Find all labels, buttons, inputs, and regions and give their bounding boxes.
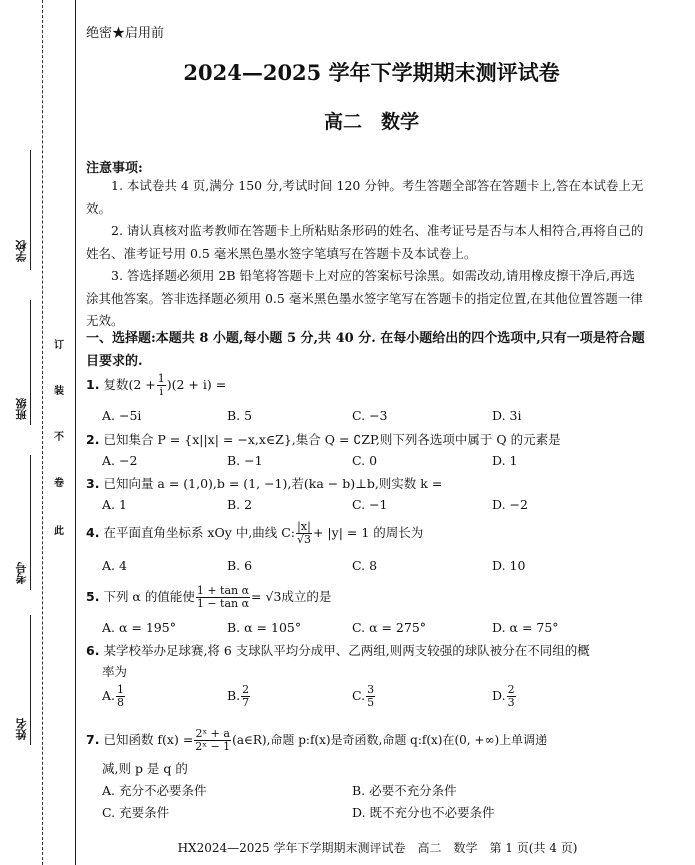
option-a[interactable]: A. 4 bbox=[102, 558, 127, 573]
question-text-continued: 减,则 p 是 q 的 bbox=[102, 761, 188, 776]
seal-char: 不 bbox=[54, 432, 64, 443]
fraction: $\frac{|x|}{√3}$ bbox=[296, 520, 311, 546]
option-c[interactable]: C. 充要条件 bbox=[102, 805, 170, 820]
option-a[interactable]: A. 充分不必要条件 bbox=[102, 783, 207, 798]
question-number: 2. bbox=[86, 432, 100, 447]
option-b[interactable]: B. −1 bbox=[227, 453, 263, 468]
name-label: 姓名 bbox=[15, 718, 28, 740]
option-d[interactable]: D. $\frac{2}{3}$ bbox=[492, 683, 515, 709]
option-b[interactable]: B. $\frac{2}{7}$ bbox=[227, 683, 250, 709]
fraction: $\frac{\text{2ˣ + a}}{\text{2ˣ − 1}}$ bbox=[195, 727, 231, 753]
option-d[interactable]: D. 1 bbox=[492, 453, 518, 468]
confidential-mark: 绝密★启用前 bbox=[86, 26, 165, 41]
question-text: 复数(2 + bbox=[103, 377, 156, 392]
question-5 bbox=[86, 585, 331, 610]
note-item: 2. 请认真核对监考教师在答题卡上所粘贴条形码的姓名、准考证号是否与本人相符合,再将自己的姓名、准考证号用 0.5 毫米黑色墨水签字笔填写在答题卡及本试卷上。 bbox=[86, 223, 644, 261]
question-text: + |y| = 1 的周长为 bbox=[312, 525, 424, 540]
seal-char: 装 bbox=[54, 386, 64, 397]
question-number: 1. bbox=[86, 377, 100, 392]
question-4 bbox=[86, 521, 423, 546]
question-text: 在平面直角坐标系 xOy 中,曲线 C: bbox=[103, 525, 295, 540]
question-text: )(2 + i) = bbox=[166, 377, 227, 392]
school-field[interactable] bbox=[30, 150, 32, 270]
question-text: 已知函数 f(x) = bbox=[103, 732, 194, 747]
seal-char: 订 bbox=[54, 340, 64, 351]
question-number: 7. bbox=[86, 732, 100, 747]
question-text: = √3成立的是 bbox=[251, 589, 332, 604]
notes-list bbox=[86, 175, 646, 333]
question-number: 5. bbox=[86, 589, 100, 604]
option-b[interactable]: B. 2 bbox=[227, 497, 253, 512]
option-d[interactable]: D. 3i bbox=[492, 408, 522, 423]
seal-char: 此 bbox=[54, 526, 64, 537]
question-number: 4. bbox=[86, 525, 100, 540]
option-c[interactable]: C. $\frac{3}{5}$ bbox=[352, 683, 375, 709]
class-label: 班级 bbox=[15, 398, 28, 420]
seal-char: 卷 bbox=[54, 478, 64, 489]
name-field[interactable] bbox=[30, 615, 32, 745]
option-d[interactable]: D. 既不充分也不必要条件 bbox=[352, 805, 495, 820]
option-d[interactable]: D. −2 bbox=[492, 497, 528, 512]
exam-number-label: 考号 bbox=[15, 562, 28, 584]
option-b[interactable]: B. 5 bbox=[227, 408, 253, 423]
option-c[interactable]: C. α = 275° bbox=[352, 620, 427, 635]
school-label: 学校 bbox=[15, 240, 28, 262]
question-1 bbox=[86, 373, 226, 398]
option-a[interactable]: A. α = 195° bbox=[102, 620, 176, 635]
question-number: 6. bbox=[86, 643, 100, 658]
question-6 bbox=[86, 641, 590, 659]
option-a[interactable]: A. −5i bbox=[102, 408, 142, 423]
option-d[interactable]: D. 10 bbox=[492, 558, 526, 573]
question-number: 3. bbox=[86, 476, 100, 491]
option-c[interactable]: C. −3 bbox=[352, 408, 388, 423]
question-text: 已知集合 P = {x||x| = −x,x∈Z},集合 Q = ∁ZP,则下列各选项中属于 Q 的元素是 bbox=[103, 432, 561, 447]
note-item: 3. 答选择题必须用 2B 铅笔将答题卡上对应的答案标号涂黑。如需改动,请用橡皮擦干净后,再选涂其他答案。答非选择题必须用 0.5 毫米黑色墨水签字笔写在答题卡的指定位置,在其他位置答题一律无效。 bbox=[86, 268, 643, 328]
section-heading: 一、选择题:本题共 8 小题,每小题 5 分,共 40 分. 在每小题给出的四个选项中,只有一项是符合题目要求的. bbox=[86, 331, 645, 369]
option-a[interactable]: A. −2 bbox=[102, 453, 138, 468]
class-field[interactable] bbox=[30, 300, 32, 425]
note-item: 1. 本试卷共 4 页,满分 150 分,考试时间 120 分钟。考生答题全部答在答题卡上,答在本试卷上无效。 bbox=[86, 178, 644, 216]
question-text: 下列 α 的值能使 bbox=[103, 589, 195, 604]
option-d[interactable]: D. α = 75° bbox=[492, 620, 559, 635]
option-b[interactable]: B. 6 bbox=[227, 558, 253, 573]
option-c[interactable]: C. 0 bbox=[352, 453, 378, 468]
option-c[interactable]: C. 8 bbox=[352, 558, 378, 573]
page-footer: HX2024—2025 学年下学期期末测评试卷 高二 数学 第 1 页(共 4 页) bbox=[177, 841, 578, 855]
subject-title: 高二 数学 bbox=[323, 111, 419, 133]
fraction: $\frac{1}{i}$ bbox=[157, 372, 165, 398]
question-text: 已知向量 a = (1,0),b = (1, −1),若(ka − b)⊥b,则实数 k = bbox=[103, 476, 443, 491]
question-7 bbox=[86, 728, 547, 753]
question-text: 某学校举办足球赛,将 6 支球队平均分成甲、乙两组,则两支较强的球队被分在不同组的概 bbox=[103, 643, 590, 658]
fraction: $\frac{\text{1 + tan α}}{\text{1 − tan α}}$ bbox=[196, 584, 250, 610]
exam-number-field[interactable] bbox=[30, 455, 32, 590]
question-text: (a∈R),命题 p:f(x)是奇函数,命题 q:f(x)在(0, +∞)上单调递 bbox=[232, 733, 548, 747]
option-a[interactable]: A. $\frac{1}{8}$ bbox=[102, 683, 125, 709]
question-3 bbox=[86, 474, 442, 492]
exam-title: 2024—2025 学年下学期期末测评试卷 bbox=[183, 60, 560, 85]
option-c[interactable]: C. −1 bbox=[352, 497, 388, 512]
question-text-continued: 率为 bbox=[102, 664, 128, 679]
notes-title: 注意事项: bbox=[86, 161, 143, 176]
option-b[interactable]: B. α = 105° bbox=[227, 620, 302, 635]
option-b[interactable]: B. 必要不充分条件 bbox=[352, 783, 457, 798]
question-2 bbox=[86, 430, 561, 448]
option-a[interactable]: A. 1 bbox=[102, 497, 127, 512]
